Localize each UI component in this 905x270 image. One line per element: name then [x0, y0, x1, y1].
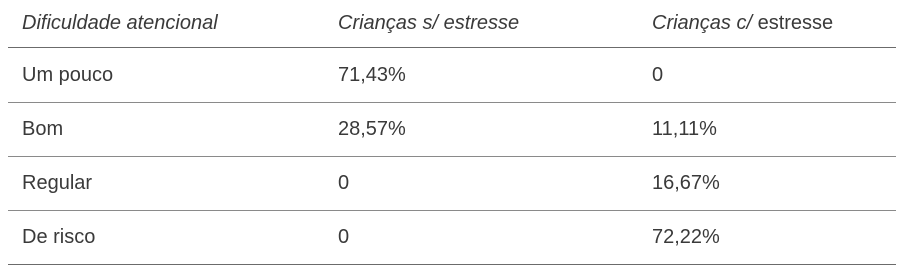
cell-com-estresse: 0 — [638, 48, 896, 103]
table-body — [8, 48, 896, 265]
cell-com-estresse: 11,11% — [638, 103, 896, 157]
cell-category: Regular — [8, 157, 324, 211]
header-dificuldade-atencional — [8, 0, 324, 48]
table-header — [8, 0, 896, 48]
results-table-container — [8, 0, 896, 265]
cell-sem-estresse: 0 — [324, 157, 638, 211]
header-cell-italic: Dificuldade atencional — [22, 12, 218, 34]
table-row — [8, 103, 896, 157]
cell-sem-estresse: 71,43% — [324, 48, 638, 103]
cell-com-estresse: 16,67% — [638, 157, 896, 211]
header-cell-normal: estresse — [752, 12, 834, 34]
results-table — [8, 0, 896, 265]
header-criancas-sem-estresse — [324, 0, 638, 48]
cell-category: Um pouco — [8, 48, 324, 103]
header-criancas-com-estresse — [638, 0, 896, 48]
header-cell-italic: Crianças s/ estresse — [338, 12, 520, 34]
table-row — [8, 48, 896, 103]
cell-category: De risco — [8, 211, 324, 265]
cell-category: Bom — [8, 103, 324, 157]
cell-com-estresse: 72,22% — [638, 211, 896, 265]
table-row — [8, 211, 896, 265]
cell-sem-estresse: 0 — [324, 211, 638, 265]
header-cell-italic: Crianças c/ — [652, 12, 753, 34]
table-row — [8, 157, 896, 211]
header-row — [8, 0, 896, 48]
cell-sem-estresse: 28,57% — [324, 103, 638, 157]
